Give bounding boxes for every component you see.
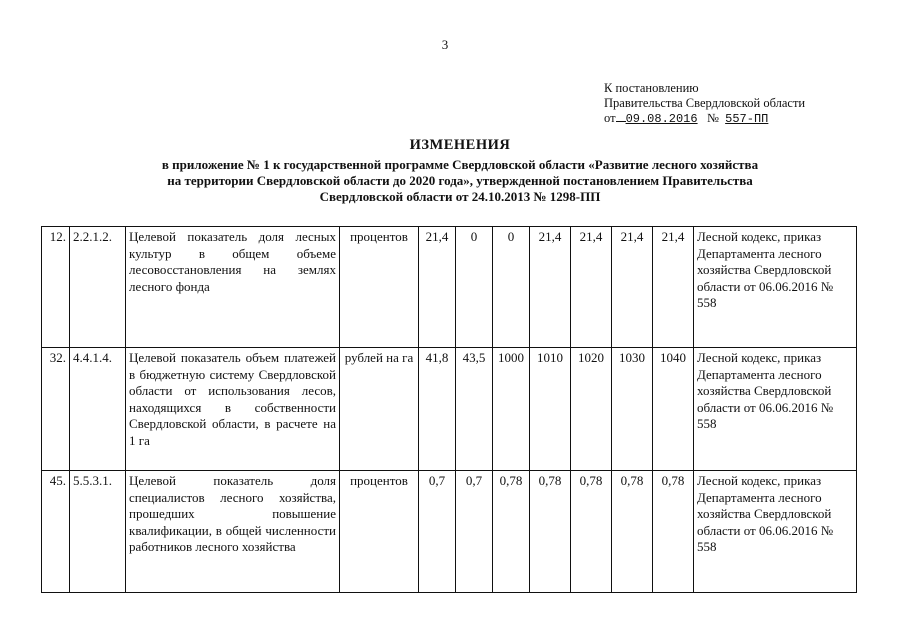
table-row	[42, 471, 857, 593]
row-value: 1010	[530, 348, 571, 471]
row-value: 0,7	[419, 471, 456, 593]
row-value: 21,4	[530, 227, 571, 348]
row-value: 1040	[653, 348, 694, 471]
row-code: 4.4.1.4.	[70, 348, 126, 471]
row-value: 0,7	[456, 471, 493, 593]
row-value: 0,78	[493, 471, 530, 593]
row-unit: процентов	[340, 471, 419, 593]
approval-date-line	[604, 111, 834, 127]
row-code: 5.5.3.1.	[70, 471, 126, 593]
underline-gap	[616, 111, 626, 122]
row-value: 0,78	[653, 471, 694, 593]
document-title	[60, 137, 860, 205]
row-basis: Лесной кодекс, приказ Департамента лесного хозяйства Свердловской области от 06.06.2016 № 558	[694, 348, 857, 471]
row-number: 45.	[42, 471, 70, 593]
title-line-1: в приложение № 1 к государственной программе Свердловской области «Развитие лесного хозяйства	[161, 157, 759, 172]
row-description: Целевой показатель объем платежей в бюджетную систему Свердловской области от использования лесов, находящихся в собственности Свердловской области, в расчете на 1 га	[126, 348, 340, 471]
approval-line-1: К постановлению	[604, 81, 699, 95]
row-code: 2.2.1.2.	[70, 227, 126, 348]
row-unit: процентов	[340, 227, 419, 348]
approval-stamp	[604, 81, 834, 127]
row-basis: Лесной кодекс, приказ Департамента лесного хозяйства Свердловской области от 06.06.2016 № 558	[694, 471, 857, 593]
row-value: 21,4	[612, 227, 653, 348]
approval-date: 09.08.2016	[625, 112, 698, 126]
row-value: 0	[456, 227, 493, 348]
row-value: 41,8	[419, 348, 456, 471]
title-line-2: на территории Свердловской области до 2020 года», утвержденной постановлением Правительства	[167, 173, 753, 188]
title-line-3: Свердловской области от 24.10.2013 № 1298-ПП	[319, 189, 601, 204]
row-value: 1000	[493, 348, 530, 471]
approval-line-2: Правительства Свердловской области	[604, 96, 806, 110]
row-value: 1030	[612, 348, 653, 471]
table-row	[42, 348, 857, 471]
row-value: 21,4	[571, 227, 612, 348]
row-value: 1020	[571, 348, 612, 471]
row-value: 21,4	[419, 227, 456, 348]
row-value: 0	[493, 227, 530, 348]
approval-date-prefix: от	[604, 111, 616, 125]
row-value: 0,78	[612, 471, 653, 593]
approval-number-prefix: №	[706, 111, 719, 125]
row-number: 12.	[42, 227, 70, 348]
row-description: Целевой показатель доля специалистов лесного хозяйства, прошедших повышение квалификации, в общей численности работников лесного хозяйства	[126, 471, 340, 593]
row-value: 21,4	[653, 227, 694, 348]
row-value: 0,78	[530, 471, 571, 593]
title-main: ИЗМЕНЕНИЯ	[409, 137, 511, 153]
row-description: Целевой показатель доля лесных культур в общем объеме лесовосстановления на землях лесного фонда	[126, 227, 340, 348]
row-value: 0,78	[571, 471, 612, 593]
row-unit: рублей на га	[340, 348, 419, 471]
page-number: 3	[441, 37, 449, 52]
approval-number: 557-ПП	[725, 112, 769, 126]
row-value: 43,5	[456, 348, 493, 471]
changes-table	[41, 226, 857, 593]
row-basis: Лесной кодекс, приказ Департамента лесного хозяйства Свердловской области от 06.06.2016 № 558	[694, 227, 857, 348]
table-row	[42, 227, 857, 348]
row-number: 32.	[42, 348, 70, 471]
